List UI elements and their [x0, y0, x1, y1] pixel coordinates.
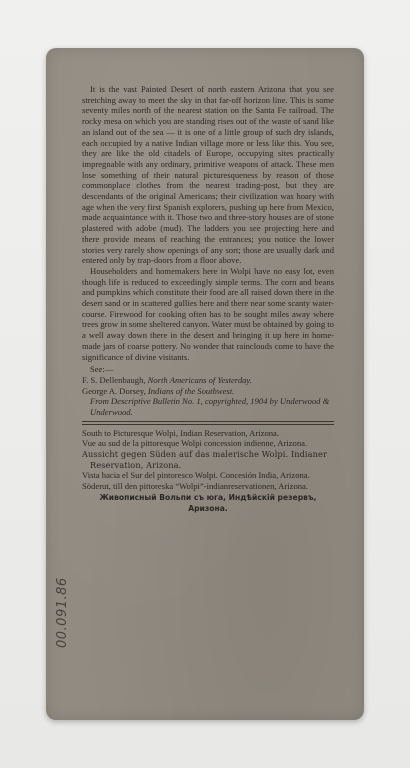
caption-swedish: Söderut, till den pittoreska “Wolpi”-indianreservationen, Arizona. [82, 480, 309, 491]
divider [82, 421, 334, 422]
caption-german: Aussicht gegen Süden auf das malerische Wolpi. Indianer Reservation, Arizona. [82, 448, 327, 470]
accession-number: 00.091.86 [55, 577, 70, 648]
divider [82, 424, 334, 425]
reference-author: George A. Dorsey, [82, 385, 148, 396]
card-text [82, 84, 334, 515]
description-paragraph-1: It is the vast Painted Desert of north eastern Arizona that you see stretching away to meet the sky in that far-off horizon line. This is some seventy miles north of the nearest station on the Santa Fe railroad. The rocky mesa on which you are standing rises out of the waste of sand like an island out of the sea — it is one of a little group of such dry islands, each occupied by a native Indian village more or less like this. You see, they are like the old citadels of Europe, occupying sites practically impregnable with any ordinary, primitive weapons of attack. These men lose something of their natural picturesqueness by reason of those commonplace clothes from the nearest trading-post, but they are descendants of the original Americans; their civilization was hoary with age when the very first Spanish explorers, pushing up here from Mexico, made acquaintance with it. Those two and three-story houses are of stone plastered with adobe (mud). The ladders you see projecting here and there provide means of reaching the entrances; you notice the lower stories very rarely show openings of any sort; those are usually dark and entered only by trap-doors from a floor above. [82, 84, 334, 266]
reference-title: Indians of the Southwest. [147, 385, 235, 396]
caption-french: Vue au sud de la pittoresque Wolpi concession indienne, Arizona. [82, 438, 308, 449]
reference-1 [82, 375, 334, 386]
caption-spanish: Vista hacia el Sur del pintoresco Wolpi. Concesión India, Arizona. [82, 470, 310, 481]
reference-2 [82, 386, 334, 397]
description-paragraph-2: Householders and homemakers here in Wolpi have no easy lot, even though life is reduced to exceedingly simple terms. The corn and beans and pumpkins which constitute their food are all raised down there in the desert sand or in scattered gullies here and there near some scanty water-course. Firewood for cooking often has to be sought miles away where trees grow in some sheltered canyon. Water must be obtained by going to a well away down there in the desert and bringing it up here in home-made jars of coarse pottery. No wonder that rainclouds come to have the significance of divine visitants. [82, 265, 334, 362]
reference-author: F. S. Dellenbaugh, [82, 374, 148, 385]
see-label: See:— [90, 364, 114, 375]
caption-russian: Живописный Вольпи съ юга, Индѣйскій резервъ, Аризона. [99, 493, 317, 513]
reference-title: North Americans of Yesterday. [147, 374, 252, 385]
caption-english: South to Picturesque Wolpi, Indian Reservation, Arizona. [82, 427, 280, 438]
source-note: From Descriptive Bulletin No. 1, copyrighted, 1904 by Underwood & Underwood. [90, 396, 330, 418]
